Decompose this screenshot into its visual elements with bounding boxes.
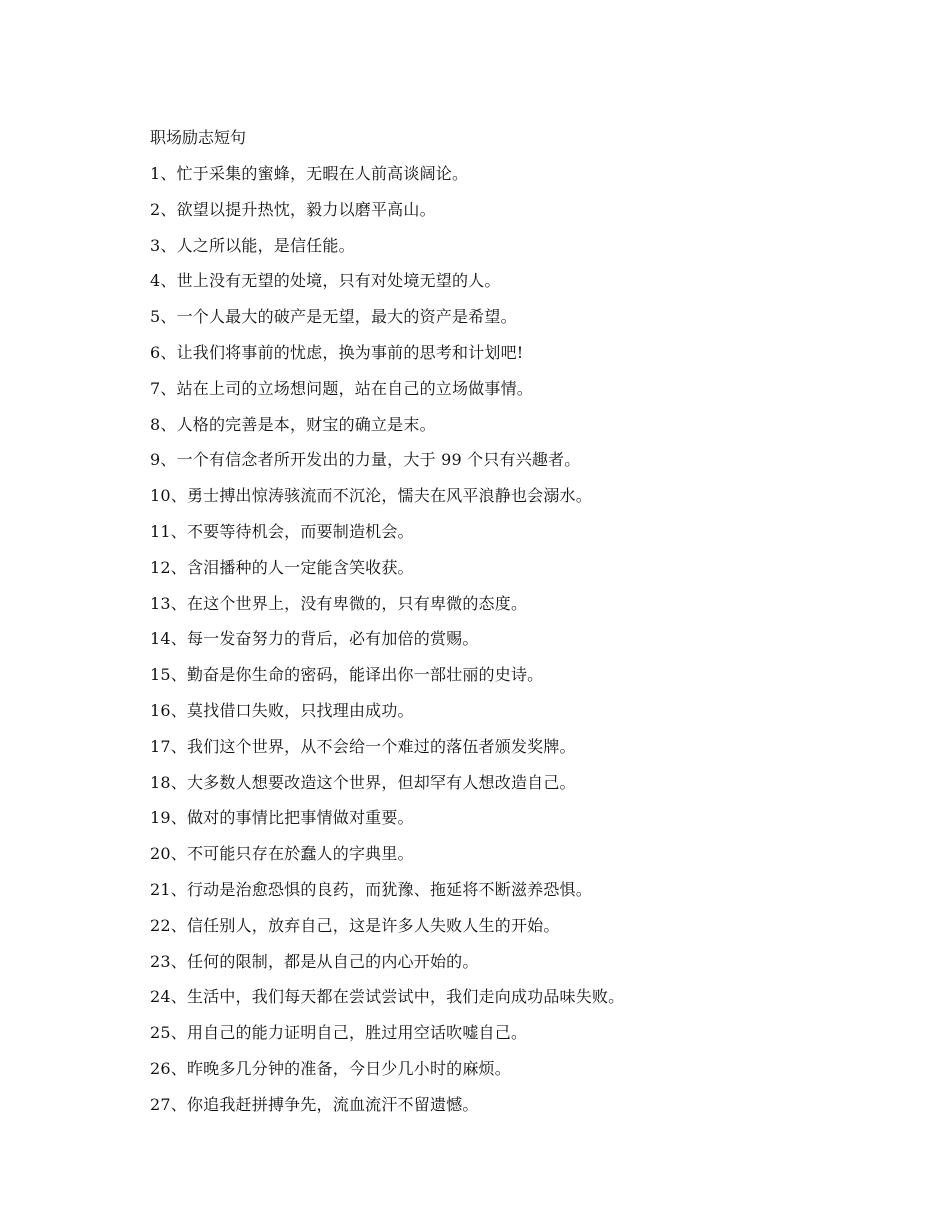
quote-line: 9、一个有信念者所开发出的力量，大于 99 个只有兴趣者。 <box>150 450 581 470</box>
quote-line: 10、勇士搏出惊涛骇流而不沉沦，懦夫在风平浪静也会溺水。 <box>150 486 592 506</box>
quote-line: 12、含泪播种的人一定能含笑收获。 <box>150 557 414 577</box>
quote-line: 14、每一发奋努力的背后，必有加倍的赏赐。 <box>150 629 479 649</box>
quote-line: 25、用自己的能力证明自己，胜过用空话吹嘘自己。 <box>150 1023 528 1043</box>
document-title: 职场励志短句 <box>150 128 247 147</box>
document-body <box>150 120 870 1123</box>
quote-line: 24、生活中，我们每天都在尝试尝试中，我们走向成功品味失败。 <box>150 987 625 1007</box>
quote-line: 20、不可能只存在於蠢人的字典里。 <box>150 844 414 864</box>
quote-line: 6、让我们将事前的忧虑，换为事前的思考和计划吧! <box>150 342 524 362</box>
quote-line: 7、站在上司的立场想问题，站在自己的立场做事情。 <box>150 378 533 398</box>
quote-line: 26、昨晚多几分钟的准备，今日少几小时的麻烦。 <box>150 1058 511 1078</box>
quote-line: 27、你追我赶拼搏争先，流血流汗不留遗憾。 <box>150 1094 479 1114</box>
quote-line: 18、大多数人想要改造这个世界，但却罕有人想改造自己。 <box>150 772 576 792</box>
quote-line: 4、世上没有无望的处境，只有对处境无望的人。 <box>150 271 501 291</box>
quote-line: 15、勤奋是你生命的密码，能译出你一部壮丽的史诗。 <box>150 665 544 685</box>
quote-list <box>150 156 870 1123</box>
quote-line: 23、任何的限制，都是从自己的内心开始的。 <box>150 951 479 971</box>
quote-line: 11、不要等待机会，而要制造机会。 <box>150 521 414 541</box>
quote-line: 17、我们这个世界，从不会给一个难过的落伍者颁发奖牌。 <box>150 736 576 756</box>
quote-line: 3、人之所以能，是信任能。 <box>150 235 355 255</box>
quote-line: 21、行动是治愈恐惧的良药，而犹豫、拖延将不断滋养恐惧。 <box>150 879 592 899</box>
quote-line: 16、莫找借口失败，只找理由成功。 <box>150 700 414 720</box>
quote-line: 19、做对的事情比把事情做对重要。 <box>150 808 414 828</box>
quote-line: 1、忙于采集的蜜蜂，无暇在人前高谈阔论。 <box>150 164 469 183</box>
quote-line: 2、欲望以提升热忱，毅力以磨平高山。 <box>150 199 436 219</box>
quote-line: 8、人格的完善是本，财宝的确立是末。 <box>150 414 436 434</box>
quote-line: 5、一个人最大的破产是无望，最大的资产是希望。 <box>150 307 517 327</box>
quote-line: 13、在这个世界上，没有卑微的，只有卑微的态度。 <box>150 593 528 613</box>
quote-line: 22、信任别人，放弃自己，这是许多人失败人生的开始。 <box>150 915 560 935</box>
